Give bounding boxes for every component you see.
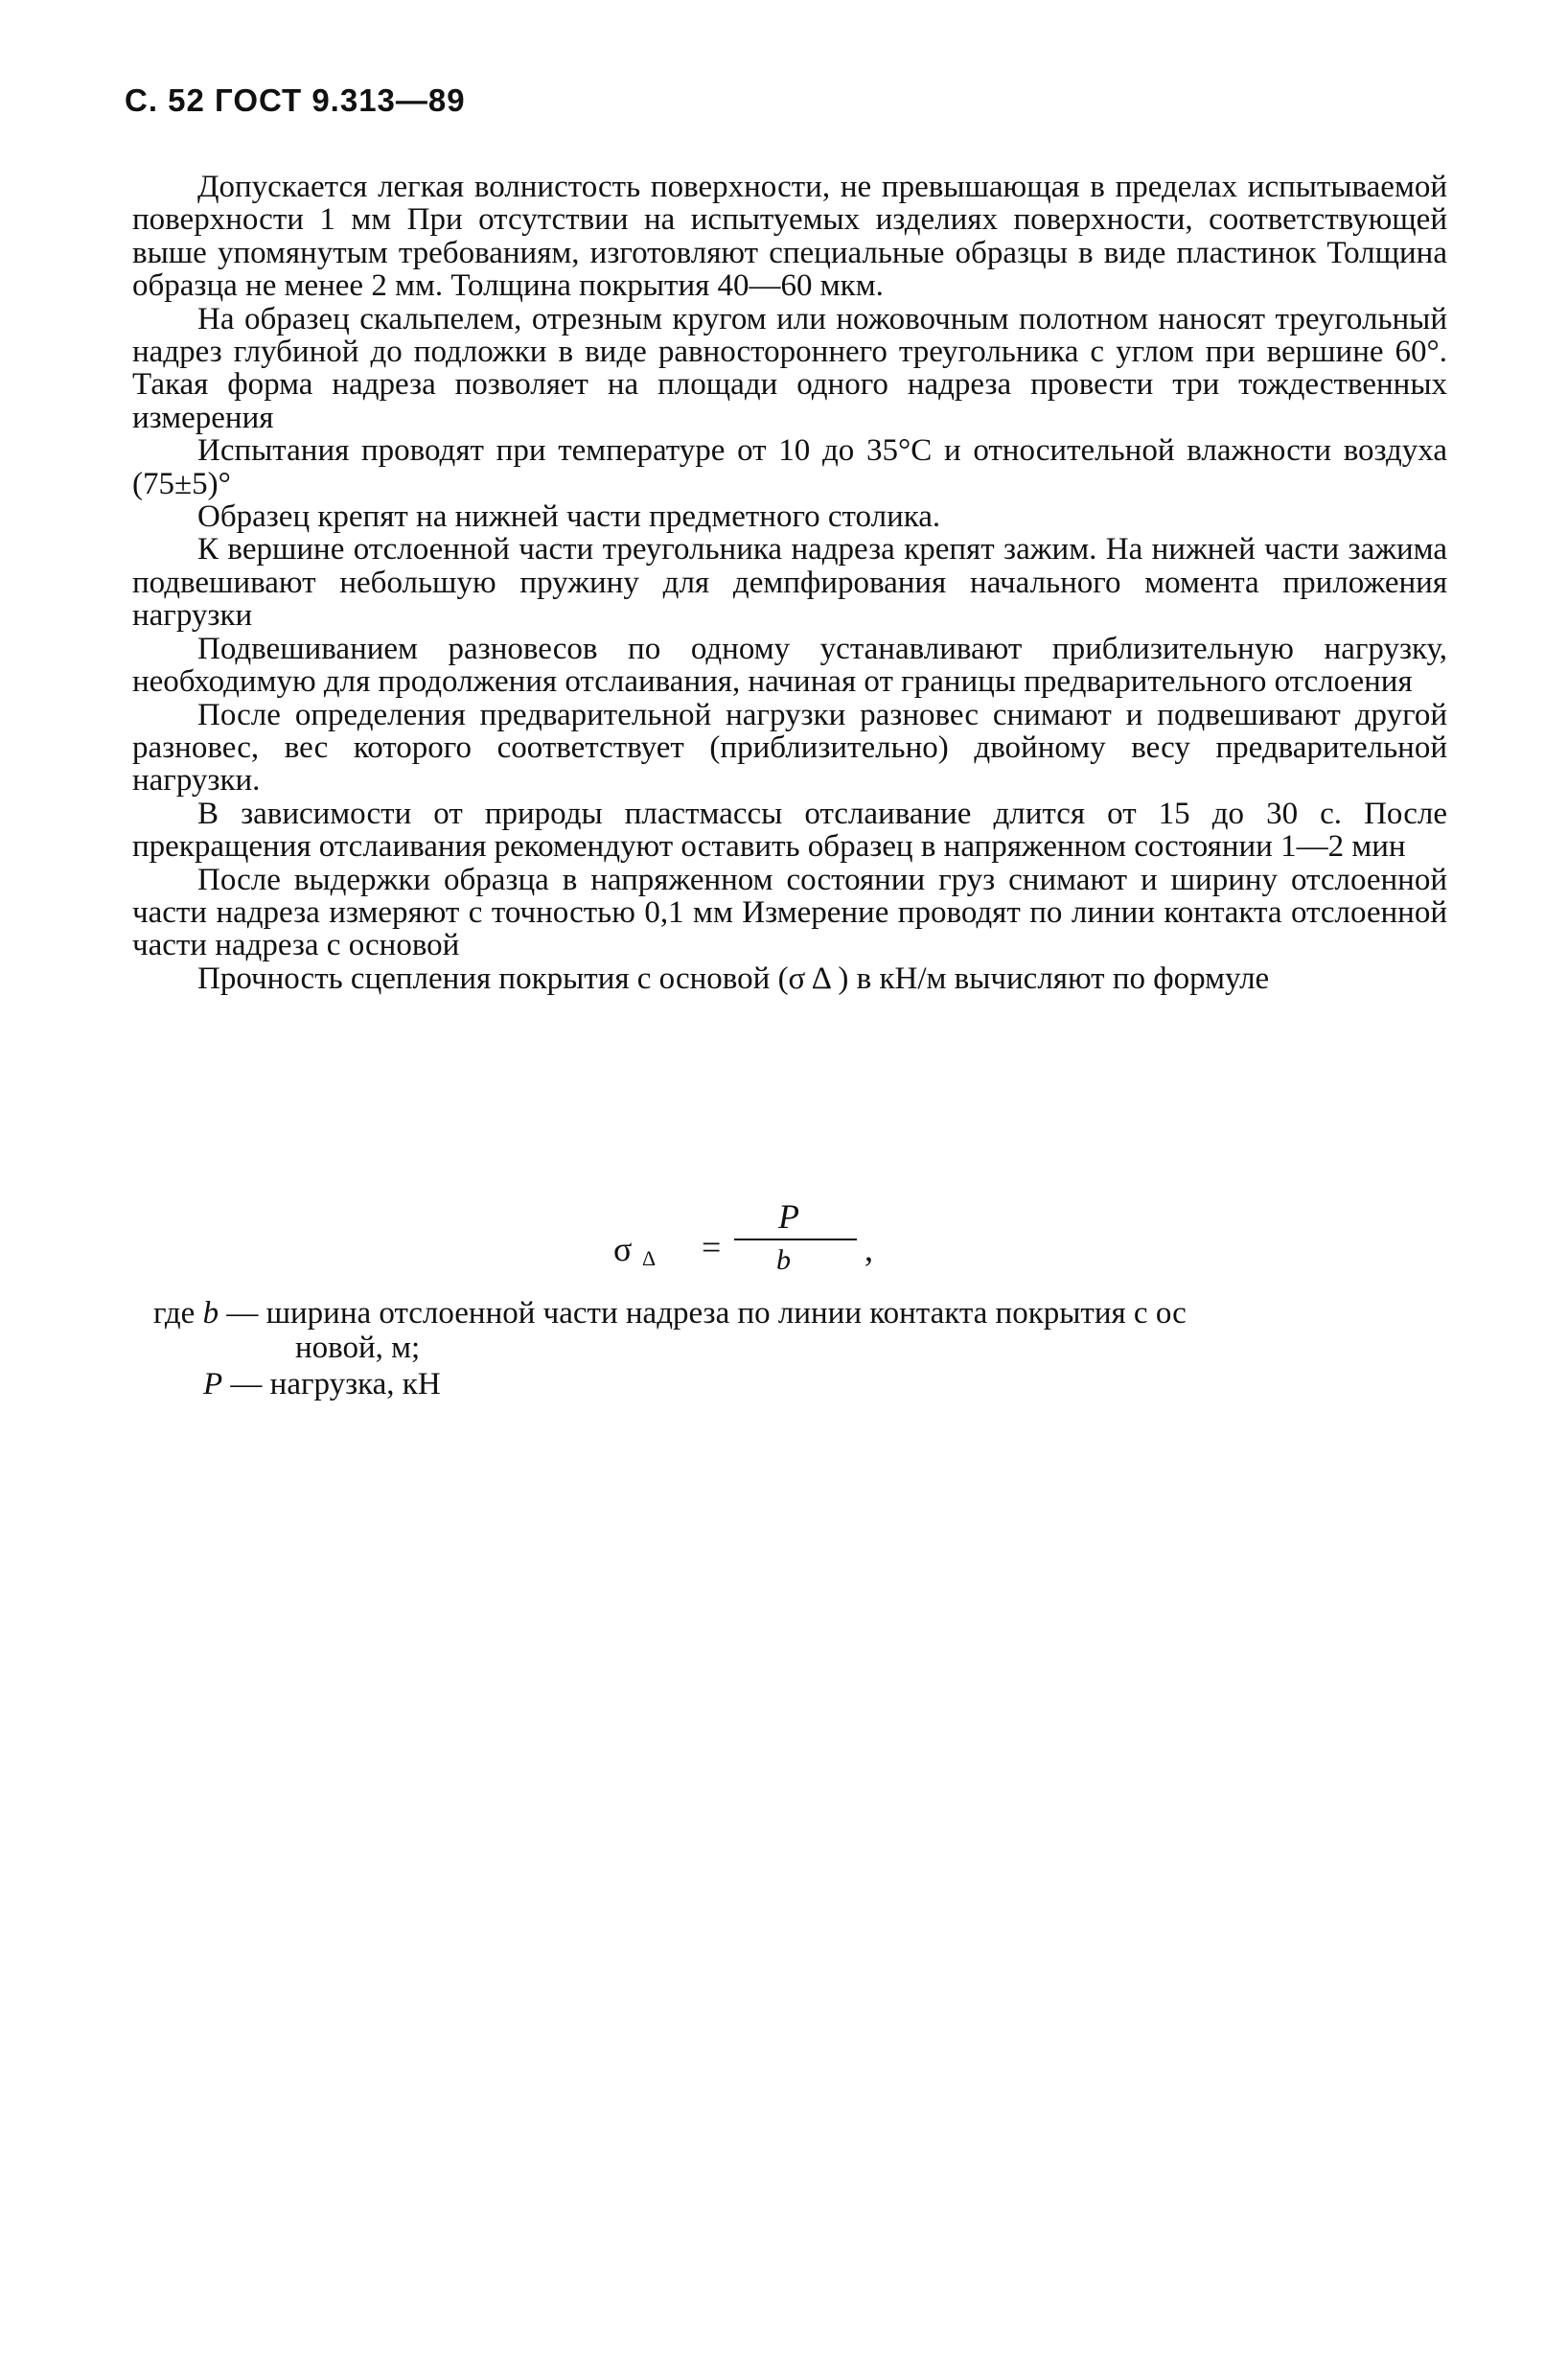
legend-description: ширина отслоенной части надреза по линии контакта покрытия с ос [265,1296,1187,1331]
legend-symbol: P [203,1367,223,1401]
paragraph-adhesion-strength: Прочность сцепления покрытия с основой (σ Δ ) в кН/м вычисляют по формуле [197,961,1270,996]
legend-item-p [153,1367,1449,1401]
formula-legend [153,1296,1449,1403]
legend-symbol: b [202,1296,219,1331]
body-text [132,171,1447,995]
paragraph-surface-waviness: Допускается легкая волнистость поверхности, не превышающая в пределах испытываемой поверхности 1 мм При отсутствии на испытуемых изделиях поверхности, соответствующей выше упомянутым требованиям, изготовляют специальные образцы в виде пластинок Толщина образца не менее 2 мм. Толщина покрытия 40—60 мкм. [132,170,1447,304]
formula-sigma: σ [613,1230,633,1268]
paragraph-sample-mounting: Образец крепят на нижней части предметного столика. [197,499,941,535]
paragraph-width-measurement: После выдержки образца в напряженном состоянии груз снимают и ширину отслоенной части надреза измеряют с точностью 0,1 мм Измерение проводят по линии контакта отслоенной части надреза с основой [132,862,1447,963]
legend-dash: — [226,1296,259,1331]
paragraph-test-conditions: Испытания проводят при температуре от 10 до 35°С и относительной влажности воздуха (75±5)° [132,433,1447,501]
formula-numerator: P [778,1197,799,1236]
legend-continuation: новой, м; [295,1331,421,1365]
legend-dash: — [230,1367,263,1401]
legend-description: нагрузка, кН [269,1367,441,1401]
page-header: С. 52 ГОСТ 9.313—89 [125,82,466,118]
paragraph-approx-load: Подвешиванием разновесов по одному устанавливают приблизительную нагрузку, необходимую для продолжения отслаивания, начиная от границы предварительного отслоения [132,631,1447,700]
formula-comma: , [865,1230,873,1268]
paragraph-double-load: После определения предварительной нагрузки разновес снимают и подвешивают другой разновес, вес которого соответствует (приблизительно) двойному весу предварительной нагрузки. [132,697,1447,799]
formula-sigma-subscript: Δ [642,1246,657,1270]
paragraph-triangular-notch: На образец скальпелем, отрезным кругом или ножовочным полотном наносят треугольный надрез глубиной до подложки в виде равностороннего треугольника с углом при вершине 60°. Такая форма надреза позволяет на площади одного надреза провести три тождественных измерения [132,301,1447,435]
adhesion-formula [613,1197,882,1290]
legend-intro: где [153,1296,196,1331]
formula-denominator: b [776,1244,791,1276]
formula-equals: = [702,1228,722,1266]
legend-item-b [153,1296,1449,1365]
paragraph-peel-duration: В зависимости от природы пластмассы отслаивание длится от 15 до 30 с. После прекращения отслаивания рекомендуют оставить образец в напряженном состоянии 1—2 мин [132,796,1447,865]
formula-fraction-bar [734,1239,857,1240]
paragraph-clamp: К вершине отслоенной части треугольника надреза крепят зажим. На нижней части зажима подвешивают небольшую пружину для демпфирования начального момента приложения нагрузки [132,532,1447,634]
